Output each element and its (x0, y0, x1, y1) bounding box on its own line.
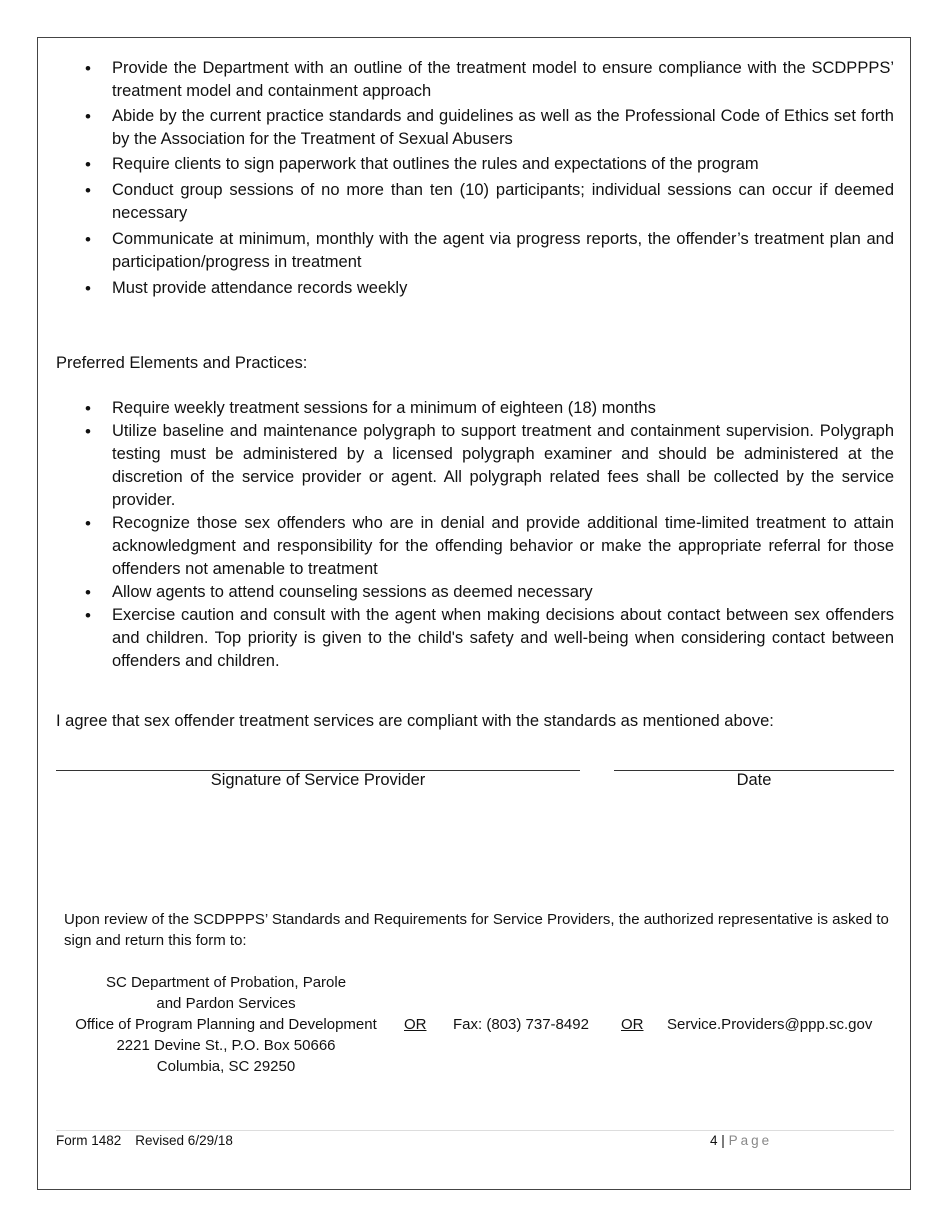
fax-number: Fax: (803) 737-8492 (453, 1016, 589, 1033)
list-item: • Utilize baseline and maintenance polygraph to support treatment and containment supervision. Polygraph testing must be administered by a licensed polygraph examiner and should be administered at the discretion of the service provider or agent. All polygraph related fees shall be collected by the service provider. (56, 420, 894, 512)
list-item: • Allow agents to attend counseling sessions as deemed necessary (56, 581, 894, 604)
agreement-statement: I agree that sex offender treatment services are compliant with the standards as mentioned above: (56, 712, 774, 730)
revised-date: Revised 6/29/18 (135, 1133, 233, 1148)
form-number: Form 1482 (56, 1133, 122, 1148)
requirements-list (56, 57, 894, 302)
address-line: 2221 Devine St., P.O. Box 50666 (116, 1037, 336, 1054)
or-label: OR (621, 1016, 644, 1033)
preferred-heading: Preferred Elements and Practices: (56, 354, 308, 372)
return-instructions: Upon review of the SCDPPPS’ Standards and Requirements for Service Providers, the authorized representative is asked to sign and return this form to: (64, 911, 889, 949)
footer-divider (56, 1130, 894, 1131)
address-line: Office of Program Planning and Development (75, 1016, 377, 1033)
list-item: • Require weekly treatment sessions for a minimum of eighteen (18) months (56, 397, 894, 420)
email-address[interactable]: Service.Providers@ppp.sc.gov (667, 1016, 873, 1033)
or-label: OR (404, 1016, 427, 1033)
list-item: • Conduct group sessions of no more than ten (10) participants; individual sessions can occur if deemed necessary (56, 179, 894, 225)
page-indicator (710, 1133, 772, 1148)
list-item: • Must provide attendance records weekly (56, 277, 894, 300)
mailing-address (64, 972, 388, 1077)
footer-form-info (56, 1133, 247, 1148)
list-item: • Require clients to sign paperwork that outlines the rules and expectations of the program (56, 153, 894, 176)
list-item: • Exercise caution and consult with the agent when making decisions about contact between sex offenders and children. Top priority is given to the child's safety and well-being when considering contact between offenders and children. (56, 604, 894, 673)
page-number: 4 (710, 1133, 718, 1148)
address-line: SC Department of Probation, Parole (105, 974, 347, 991)
page-separator: | (721, 1133, 725, 1148)
preferred-list (56, 397, 894, 673)
date-label: Date (736, 771, 772, 789)
address-line: and Pardon Services (156, 995, 296, 1012)
signature-label: Signature of Service Provider (210, 771, 426, 789)
page-word: Page (728, 1133, 773, 1148)
list-item: • Communicate at minimum, monthly with the agent via progress reports, the offender’s treatment plan and participation/progress in treatment (56, 228, 894, 274)
list-item: • Provide the Department with an outline of the treatment model to ensure compliance with the SCDPPPS’ treatment model and containment approach (56, 57, 894, 103)
list-item: • Recognize those sex offenders who are in denial and provide additional time-limited treatment to attain acknowledgment and responsibility for the offending behavior or make the appropriate referral for those offenders not amenable to treatment (56, 512, 894, 581)
list-item: • Abide by the current practice standards and guidelines as well as the Professional Code of Ethics set forth by the Association for the Treatment of Sexual Abusers (56, 105, 894, 151)
address-line: Columbia, SC 29250 (156, 1058, 296, 1075)
